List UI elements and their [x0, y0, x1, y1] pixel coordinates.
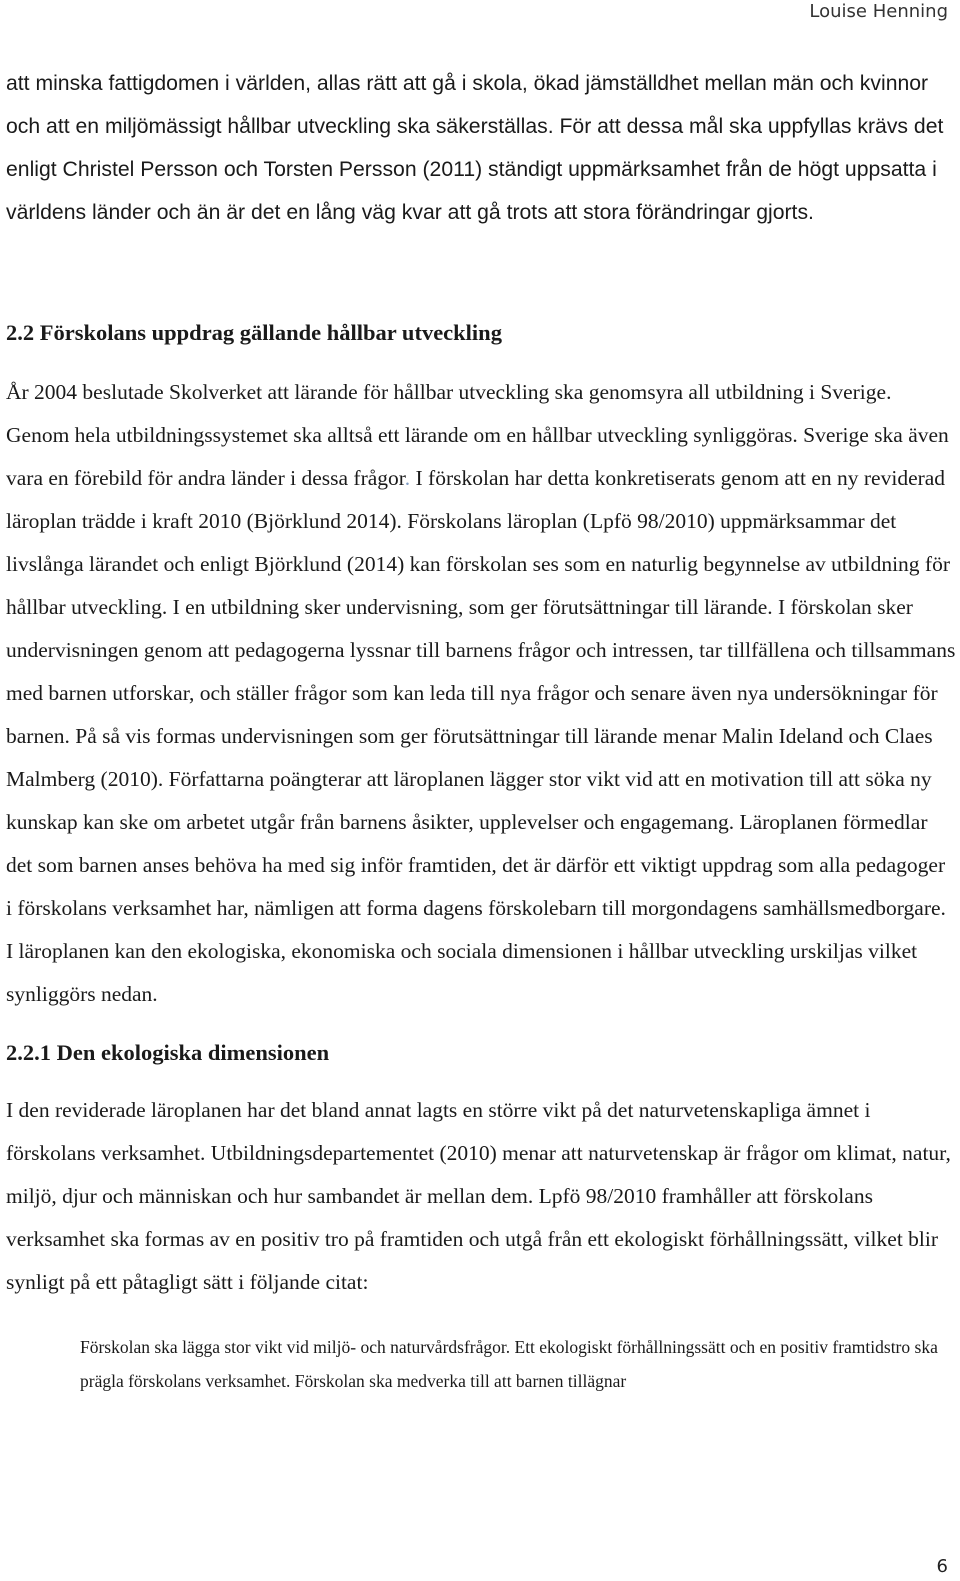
document-body [6, 62, 956, 1398]
block-quote: Förskolan ska lägga stor vikt vid miljö- och naturvårdsfrågor. Ett ekologiskt förhållningssätt och en positiv framtidstro ska prägla förskolans verksamhet. Förskolan ska medverka till att barnen tillägnar [80, 1337, 938, 1391]
section-2-2-accent-period: . [404, 466, 411, 490]
section-2-2-1-paragraph: I den reviderade läroplanen har det bland annat lagts en större vikt på det naturvetenskapliga ämnet i förskolans verksamhet. Utbildningsdepartementet (2010) menar att naturvetenskap är frågor om klimat, natur, miljö, djur och människan och hur sambandet är mellan dem. Lpfö 98/2010 framhåller att förskolans verksamhet ska formas av en positiv tro på framtiden och utgå från ett ekologiskt förhållningssätt, vilket blir synligt på ett påtagligt sätt i följande citat: [6, 1098, 951, 1294]
intro-paragraph: att minska fattigdomen i världen, allas rätt att gå i skola, ökad jämställdhet mellan män och kvinnor och att en miljömässigt hållbar utveckling ska säkerställas. För att dessa mål ska uppfyllas krävs det enligt Christel Persson och Torsten Persson (2011) ständigt uppmärksamhet från de högt uppsatta i världens länder och än är det en lång väg kvar att gå trots att stora förändringar gjorts. [6, 72, 944, 224]
section-heading-2-2: 2.2 Förskolans uppdrag gällande hållbar utveckling [6, 320, 502, 345]
section-2-2-text-part1: År 2004 beslutade Skolverket att lärande för hållbar utveckling ska genomsyra all utbildning i Sverige. Genom hela utbildningssystemet ska alltså ett lärande om en hållbar utveckling synliggöras. Sverige ska även vara en förebild för andra länder i dessa frågor [6, 380, 949, 490]
section-2-2-paragraph [6, 371, 956, 1016]
page-number: 6 [936, 1556, 948, 1577]
running-header-author: Louise Henning [809, 1, 948, 22]
section-2-2-text-part2: I förskolan har detta konkretiserats genom att en ny reviderad läroplan trädde i kraft 2010 (Björklund 2014). Förskolans läroplan (Lpfö 98/2010) uppmärksammar det livslånga lärandet och enligt Björklund (2014) kan förskolan ses som en naturlig begynnelse av utbildning för hållbar utveckling. I en utbildning sker undervisning, som ger förutsättningar till lärande. I förskolan sker undervisningen genom att pedagogerna lyssnar till barnens frågor och intressen, tar tillfällena och tillsammans med barnen utforskar, och ställer frågor som kan leda till nya frågor och senare även nya undersökningar för barnen. På så vis formas undervisningen som ger förutsättningar till lärande menar Malin Ideland och Claes Malmberg (2010). Författarna poängterar att läroplanen lägger stor vikt vid att en motivation till att söka ny kunskap kan ske om arbetet utgår från barnens åsikter, upplevelser och engagemang. Läroplanen förmedlar det som barnen anses behöva ha med sig inför framtiden, det är därför ett viktigt uppdrag som alla pedagoger i förskolans verksamhet har, nämligen att forma dagens förskolebarn till morgondagens samhällsmedborgare. I läroplanen kan den ekologiska, ekonomiska och sociala dimensionen i hållbar utveckling urskiljas vilket synliggörs nedan. [6, 466, 956, 1006]
section-heading-2-2-1: 2.2.1 Den ekologiska dimensionen [6, 1040, 330, 1065]
